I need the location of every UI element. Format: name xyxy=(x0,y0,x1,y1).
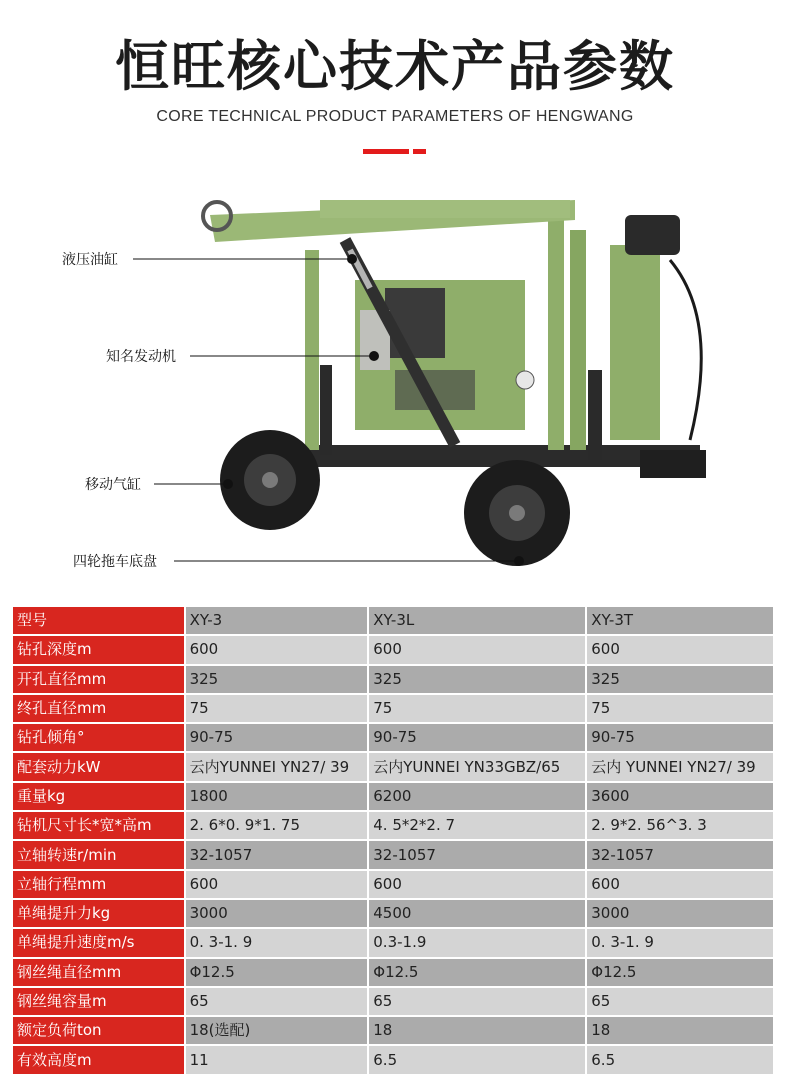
spec-value-model-c: 2. 9*2. 56^3. 3 xyxy=(586,811,774,840)
spec-label: 额定负荷ton xyxy=(13,1016,185,1045)
callout-hydraulic-cylinder: 液压油缸 xyxy=(62,252,118,268)
spec-value-model-b: 600 xyxy=(368,870,586,899)
drill-rig-illustration xyxy=(0,170,790,590)
spec-label: 终孔直径mm xyxy=(13,694,185,723)
front-jack xyxy=(320,365,332,455)
spec-value-model-c: 75 xyxy=(586,694,774,723)
spec-value-model-b: 4. 5*2*2. 7 xyxy=(368,811,586,840)
spec-value-model-b: 325 xyxy=(368,665,586,694)
pressure-gauge xyxy=(516,371,534,389)
spec-value-model-c: 3600 xyxy=(586,782,774,811)
spec-value-model-a: 75 xyxy=(185,694,369,723)
spec-value-model-b: 75 xyxy=(368,694,586,723)
spec-value-model-b: 云内YUNNEI YN33GBZ/65 xyxy=(368,752,586,781)
spec-value-model-a: 600 xyxy=(185,635,369,664)
spec-row xyxy=(13,870,774,899)
spec-value-model-c: 600 xyxy=(586,870,774,899)
spec-value-model-c: XY-3T xyxy=(586,607,774,635)
spec-value-model-c: 3000 xyxy=(586,899,774,928)
spec-value-model-b: Φ12.5 xyxy=(368,958,586,987)
spec-value-model-a: 325 xyxy=(185,665,369,694)
spec-label: 钻孔深度m xyxy=(13,635,185,664)
spec-value-model-a: 600 xyxy=(185,870,369,899)
page-title: 恒旺核心技术产品参数 xyxy=(115,35,675,98)
spec-value-model-b: 600 xyxy=(368,635,586,664)
mast-left-leg xyxy=(305,250,319,450)
rotary-head xyxy=(610,245,660,440)
spec-table-body xyxy=(13,607,774,1075)
spec-label: 开孔直径mm xyxy=(13,665,185,694)
spec-value-model-a: 65 xyxy=(185,987,369,1016)
spec-row xyxy=(13,782,774,811)
spec-value-model-b: 4500 xyxy=(368,899,586,928)
spec-row xyxy=(13,811,774,840)
spec-label: 单绳提升速度m/s xyxy=(13,928,185,957)
chassis-rear-beam xyxy=(640,450,706,478)
page-subtitle: CORE TECHNICAL PRODUCT PARAMETERS OF HENGWANG xyxy=(156,108,634,125)
callout-dot-engine xyxy=(369,351,379,361)
spec-row xyxy=(13,958,774,987)
spec-value-model-c: 18 xyxy=(586,1016,774,1045)
spec-value-model-a: 3000 xyxy=(185,899,369,928)
spec-value-model-b: 32-1057 xyxy=(368,840,586,869)
callout-dot-cylinder xyxy=(347,254,357,264)
spec-label: 钻机尺寸长*宽*高m xyxy=(13,811,185,840)
spec-value-model-a: 90-75 xyxy=(185,723,369,752)
callout-engine: 知名发动机 xyxy=(106,349,176,365)
drill-rig-figure xyxy=(0,170,790,590)
spec-value-model-b: 6200 xyxy=(368,782,586,811)
spec-row xyxy=(13,694,774,723)
spec-label: 立轴转速r/min xyxy=(13,840,185,869)
front-wheel xyxy=(220,430,320,530)
spec-value-model-c: 0. 3-1. 9 xyxy=(586,928,774,957)
rotary-cap xyxy=(625,215,680,255)
spec-row xyxy=(13,607,774,635)
spec-value-model-c: 90-75 xyxy=(586,723,774,752)
spec-label: 立轴行程mm xyxy=(13,870,185,899)
spec-value-model-a: Φ12.5 xyxy=(185,958,369,987)
spec-value-model-a: 2. 6*0. 9*1. 75 xyxy=(185,811,369,840)
spec-row xyxy=(13,1045,774,1074)
spec-label: 重量kg xyxy=(13,782,185,811)
spec-value-model-b: 6.5 xyxy=(368,1045,586,1074)
spec-row xyxy=(13,840,774,869)
spec-label: 钢丝绳直径mm xyxy=(13,958,185,987)
rear-wheel xyxy=(464,460,570,566)
spec-value-model-c: 6.5 xyxy=(586,1045,774,1074)
spec-value-model-b: 90-75 xyxy=(368,723,586,752)
spec-value-model-c: 325 xyxy=(586,665,774,694)
spec-table xyxy=(13,607,775,1076)
spec-value-model-c: Φ12.5 xyxy=(586,958,774,987)
spec-value-model-a: 1800 xyxy=(185,782,369,811)
callout-dot-chassis xyxy=(514,556,524,566)
spec-row xyxy=(13,752,774,781)
spec-label: 有效高度m xyxy=(13,1045,185,1074)
spec-row xyxy=(13,928,774,957)
spec-row xyxy=(13,899,774,928)
spec-label: 钻孔倾角° xyxy=(13,723,185,752)
spec-value-model-c: 云内 YUNNEI YN27/ 39 xyxy=(586,752,774,781)
spec-label: 单绳提升力kg xyxy=(13,899,185,928)
rear-jack xyxy=(588,370,602,460)
title-accent-bar xyxy=(363,149,409,154)
mast-right-leg xyxy=(548,220,564,450)
spec-row xyxy=(13,1016,774,1045)
spec-label: 型号 xyxy=(13,607,185,635)
spec-value-model-b: 18 xyxy=(368,1016,586,1045)
spec-value-model-a: 11 xyxy=(185,1045,369,1074)
spec-value-model-b: XY-3L xyxy=(368,607,586,635)
spec-value-model-a: XY-3 xyxy=(185,607,369,635)
spec-label: 配套动力kW xyxy=(13,752,185,781)
spec-label: 钢丝绳容量m xyxy=(13,987,185,1016)
spec-value-model-a: 18(选配) xyxy=(185,1016,369,1045)
spec-value-model-a: 32-1057 xyxy=(185,840,369,869)
mast-cross-beam xyxy=(320,200,570,218)
mast-rear-leg xyxy=(570,230,586,450)
callout-air-cylinder: 移动气缸 xyxy=(85,477,141,493)
spec-value-model-c: 600 xyxy=(586,635,774,664)
title-accent-dot xyxy=(413,149,426,154)
spec-value-model-a: 云内YUNNEI YN27/ 39 xyxy=(185,752,369,781)
spec-row xyxy=(13,987,774,1016)
spec-row xyxy=(13,723,774,752)
callout-dot-air-cylinder xyxy=(223,479,233,489)
spec-row xyxy=(13,665,774,694)
spec-value-model-b: 65 xyxy=(368,987,586,1016)
spec-row xyxy=(13,635,774,664)
hydraulic-hose xyxy=(670,260,701,440)
spec-value-model-a: 0. 3-1. 9 xyxy=(185,928,369,957)
spec-value-model-b: 0.3-1.9 xyxy=(368,928,586,957)
spec-value-model-c: 32-1057 xyxy=(586,840,774,869)
spec-value-model-c: 65 xyxy=(586,987,774,1016)
callout-trailer-chassis: 四轮拖车底盘 xyxy=(73,554,157,570)
